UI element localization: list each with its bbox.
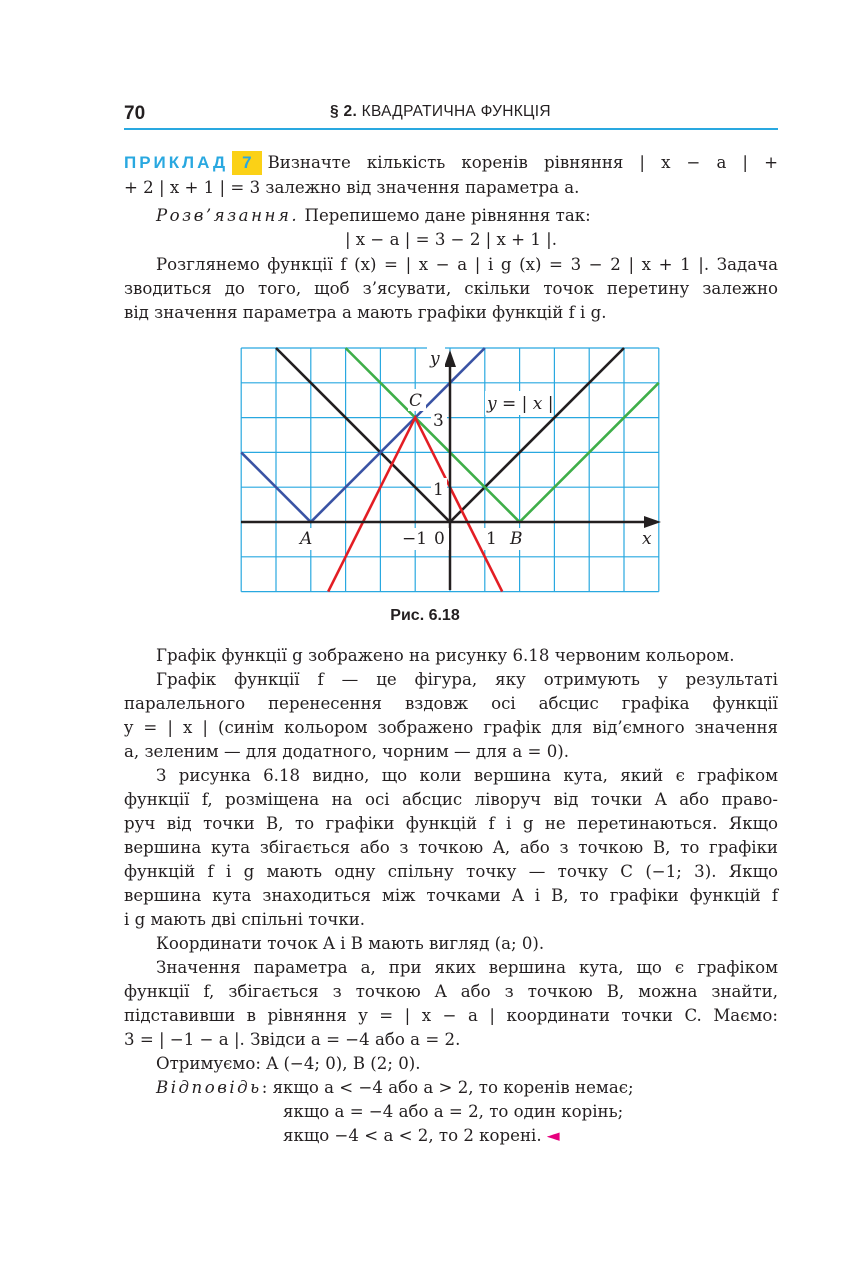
- example-number: 7: [232, 151, 261, 175]
- answer-text-3: якщо −4 < a < 2, то 2 корені.: [283, 1126, 542, 1145]
- para4-line4: вершина кута збігається або з точкою A, або з точкою B, то графіки: [124, 838, 778, 857]
- solution-label: Розв’язання.: [156, 206, 300, 225]
- example-task-1: Визначте кількість коренів рівняння | x − a | +: [267, 153, 778, 172]
- para5: Координати точок A і B мають вигляд (a; 0).: [156, 934, 545, 953]
- para4-line1: З рисунка 6.18 видно, що коли вершина кута, який є графіком: [156, 766, 778, 785]
- answer-text-1: : якщо a < −4 або a > 2, то коренів немає;: [261, 1078, 634, 1097]
- origin-label: 0: [434, 529, 445, 549]
- para4-line3: руч від точки B, то графіки функцій f і g не перетинаються. Якщо: [124, 814, 778, 833]
- x-axis-label: x: [642, 529, 652, 549]
- section-mark: § 2.: [330, 103, 358, 120]
- equation: | x − a | = 3 − 2 | x + 1 |.: [344, 230, 558, 249]
- para3-line3: y = | x | (синім кольором зображено графік для від’ємного значення: [124, 718, 778, 737]
- para4-line6: вершина кута знаходиться між точками A і B, то графіки функцій f: [124, 886, 778, 905]
- para3-line4: a, зеленим — для додатного, чорним — для a = 0).: [124, 742, 570, 761]
- green-graph-line: [346, 348, 659, 522]
- figure-6-18: [230, 340, 670, 600]
- para6-line4: 3 = | −1 − a |. Звідси a = −4 або a = 2.: [124, 1030, 461, 1049]
- para1-line2: зводиться до того, щоб з’ясувати, скільки точок перетину залежно: [124, 279, 778, 298]
- example-line-2: + 2 | x + 1 | = 3 залежно від значення параметра a.: [124, 178, 580, 197]
- func-label: y = | x |: [487, 394, 554, 414]
- end-of-solution-icon: ◄: [546, 1126, 560, 1145]
- para3-line2: паралельного перенесення вздовж осі абсцис графіка функції: [124, 694, 778, 713]
- answer-line2: якщо a = −4 або a = 2, то один корінь;: [283, 1102, 624, 1121]
- para2: Графік функції g зображено на рисунку 6.18 червоним кольором.: [156, 646, 735, 665]
- para6-line1: Значення параметра a, при яких вершина кута, що є графіком: [156, 958, 778, 977]
- section-title: КВАДРАТИЧНА ФУНКЦІЯ: [361, 103, 551, 120]
- para7: Отримуємо: A (−4; 0), B (2; 0).: [156, 1054, 421, 1073]
- para4-line5: функцій f і g мають одну спільну точку — точку C (−1; 3). Якщо: [124, 862, 778, 881]
- axes: [241, 350, 661, 590]
- y-axis-arrow: [444, 350, 456, 367]
- para6-line3: підставивши в рівняння y = | x − a | координати точки C. Маємо:: [124, 1006, 778, 1025]
- para4-line2: функції f, розміщена на осі абсцис ліворуч від точки A або право-: [124, 790, 778, 809]
- example-line-1: [124, 151, 778, 175]
- para3-line1: Графік функції f — це фігура, яку отримують у результаті: [156, 670, 778, 689]
- point-A-label: A: [300, 529, 313, 549]
- answer-line1: [124, 1076, 778, 1100]
- section-header: [330, 103, 551, 121]
- figure-caption: Рис. 6.18: [390, 607, 460, 624]
- para6-line2: функції f, збігається з точкою A або з точкою B, можна знайти,: [124, 982, 778, 1001]
- para4-line7: і g мають дві спільні точки.: [124, 910, 366, 929]
- y-tick-3: 3: [433, 411, 444, 431]
- answer-label: Відповідь: [156, 1078, 262, 1097]
- figure-labels: [298, 346, 658, 550]
- solution-intro: [124, 204, 778, 228]
- page-number: 70: [124, 103, 146, 124]
- point-B-label: B: [510, 529, 523, 549]
- y-tick-1: 1: [433, 480, 444, 500]
- y-axis-label: y: [430, 349, 440, 369]
- para1-line1: Розглянемо функції f (x) = | x − a | і g (x) = 3 − 2 | x + 1 |. Задача: [156, 255, 778, 274]
- x-tick-minus-1: −1: [402, 529, 428, 549]
- example-label: ПРИКЛАД: [124, 153, 229, 172]
- solution-text: Перепишемо дане рівняння так:: [299, 206, 591, 225]
- point-C-label: C: [409, 391, 423, 411]
- answer-line3: [124, 1124, 778, 1148]
- x-tick-1: 1: [486, 529, 497, 549]
- header-rule: [124, 128, 778, 130]
- para1-line3: від значення параметра a мають графіки функцій f і g.: [124, 303, 607, 322]
